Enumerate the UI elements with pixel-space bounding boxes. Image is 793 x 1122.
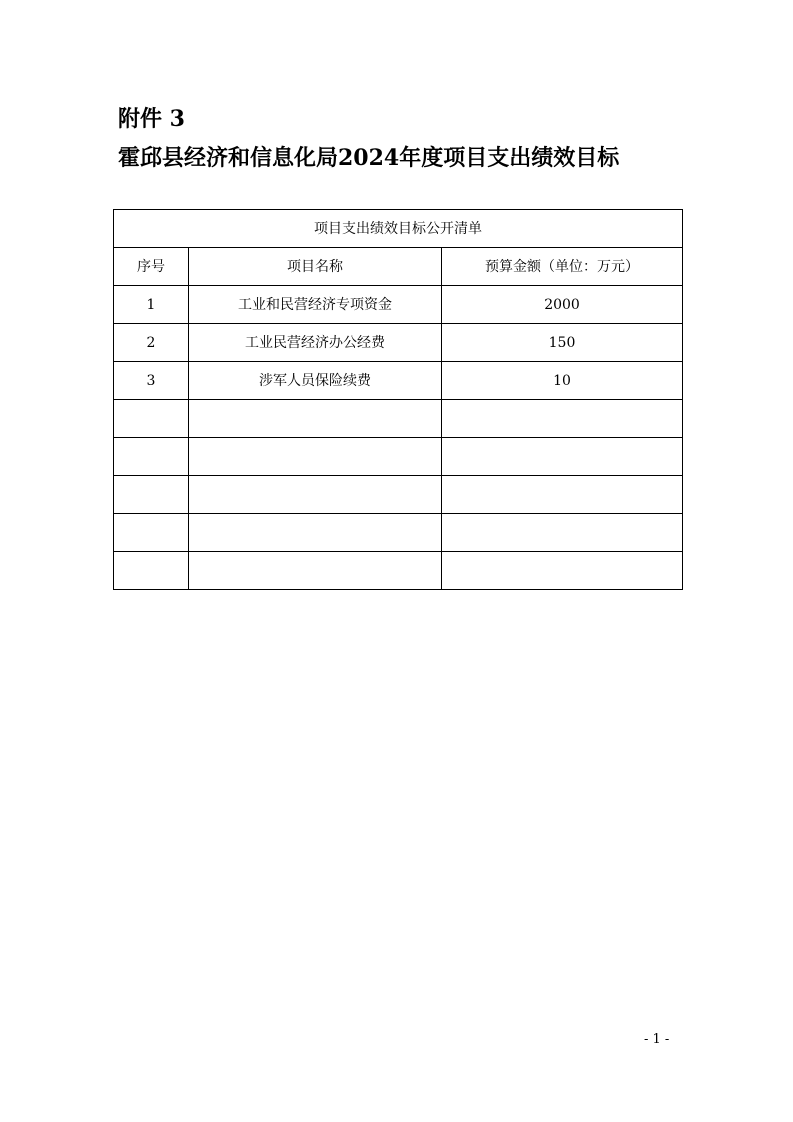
- header-budget: 预算金额（单位：万元）: [442, 248, 683, 286]
- row-name: 工业和民营经济专项资金: [189, 286, 442, 324]
- row-budget: [442, 400, 683, 438]
- table-row: [114, 552, 683, 590]
- page-number: - 1 -: [644, 1032, 670, 1047]
- row-name: [189, 476, 442, 514]
- table-row: [114, 400, 683, 438]
- row-index: 2: [114, 324, 189, 362]
- row-index: [114, 400, 189, 438]
- row-name: [189, 438, 442, 476]
- table-caption-row: [114, 210, 683, 248]
- row-index: 3: [114, 362, 189, 400]
- row-budget: 10: [442, 362, 683, 400]
- row-name: [189, 552, 442, 590]
- table-row: [114, 362, 683, 400]
- table-row: [114, 438, 683, 476]
- document-title: 霍邱县经济和信息化局2024年度项目支出绩效目标: [118, 145, 620, 171]
- row-name: 工业民营经济办公经费: [189, 324, 442, 362]
- row-budget: [442, 514, 683, 552]
- row-budget: [442, 476, 683, 514]
- row-index: [114, 438, 189, 476]
- row-budget: 150: [442, 324, 683, 362]
- row-budget: [442, 552, 683, 590]
- row-index: 1: [114, 286, 189, 324]
- row-name: [189, 514, 442, 552]
- table-row: [114, 476, 683, 514]
- header-index: 序号: [114, 248, 189, 286]
- budget-table: [113, 209, 683, 590]
- row-name: [189, 400, 442, 438]
- header-name: 项目名称: [189, 248, 442, 286]
- table-caption: 项目支出绩效目标公开清单: [114, 210, 683, 248]
- table-row: [114, 324, 683, 362]
- table-row: [114, 286, 683, 324]
- row-index: [114, 476, 189, 514]
- table-header-row: [114, 248, 683, 286]
- row-index: [114, 552, 189, 590]
- row-index: [114, 514, 189, 552]
- attachment-label: 附件 3: [118, 106, 185, 132]
- table-row: [114, 514, 683, 552]
- row-budget: [442, 438, 683, 476]
- row-budget: 2000: [442, 286, 683, 324]
- row-name: 涉军人员保险续费: [189, 362, 442, 400]
